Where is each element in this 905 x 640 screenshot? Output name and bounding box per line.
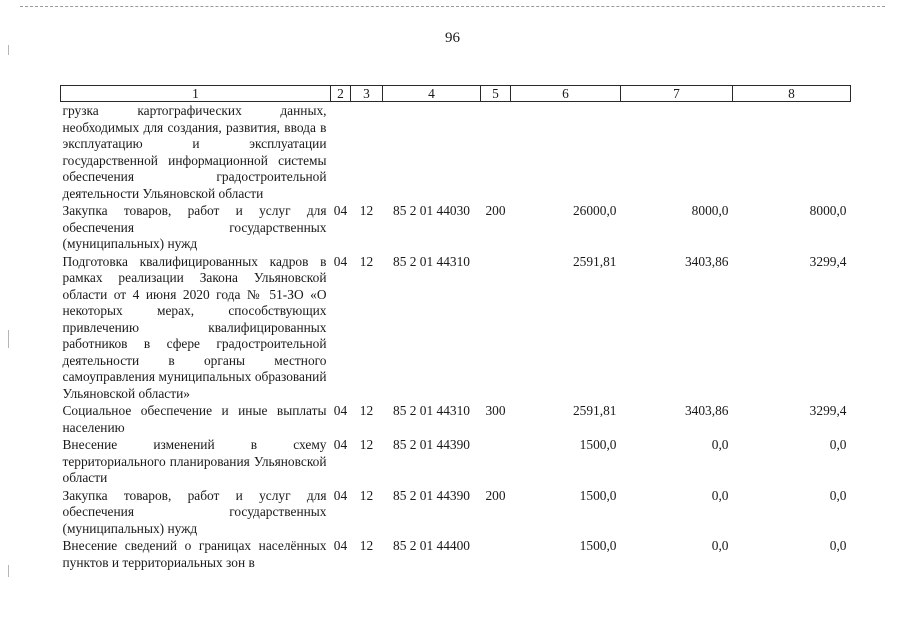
table-row: [61, 537, 851, 571]
row-amount-col8: [733, 102, 851, 203]
row-amount-col7: 8000,0: [691, 203, 729, 218]
row-amount-col7: [621, 102, 733, 203]
table-row: [61, 202, 851, 253]
row-amount-col6: 26000,0: [572, 203, 617, 218]
row-amount-col6: 1500,0: [579, 538, 617, 553]
row-amount-col7: 3403,86: [684, 253, 729, 269]
row-expense-type: [481, 537, 511, 571]
row-amount-col8: 0,0: [829, 538, 847, 553]
row-amount-col6: [511, 102, 621, 203]
row-amount-col6: 1500,0: [579, 487, 617, 503]
row-expense-type: [481, 436, 511, 487]
row-subsection: 12: [359, 538, 374, 553]
row-amount-col8: 0,0: [829, 437, 847, 452]
row-section: [331, 102, 351, 203]
table-header-row: [61, 86, 851, 102]
row-name: Закупка товаров, работ и услуг для обеспечения государственных (муниципальных) нужд: [62, 203, 327, 251]
column-header: 8: [733, 86, 851, 102]
row-name: Социальное обеспечение и иные выплаты населению: [62, 403, 327, 435]
row-target-article: 85 2 01 44310: [393, 253, 470, 269]
column-header: 6: [511, 86, 621, 102]
row-section: 04: [333, 253, 348, 269]
budget-table: [60, 85, 851, 571]
row-amount-col8: 3299,4: [809, 253, 847, 269]
row-name: Закупка товаров, работ и услуг для обеспечения государственных (муниципальных) нужд: [62, 487, 327, 536]
row-target-article: 85 2 01 44400: [393, 538, 470, 553]
row-expense-type: 200: [485, 487, 506, 503]
row-section: 04: [333, 487, 348, 503]
row-amount-col8: 3299,4: [809, 403, 847, 418]
row-subsection: 12: [359, 487, 374, 503]
row-subsection: 12: [359, 253, 374, 269]
row-subsection: [351, 102, 383, 203]
row-expense-type: [481, 253, 511, 403]
row-target-article: 85 2 01 44030: [393, 203, 470, 218]
scan-artifact-left: [8, 330, 9, 348]
row-name: Внесение изменений в схему территориального планирования Ульяновской области: [62, 437, 327, 485]
table-row: [61, 253, 851, 403]
column-header: 7: [621, 86, 733, 102]
row-section: 04: [333, 538, 348, 553]
column-header: 5: [481, 86, 511, 102]
table-row: [61, 436, 851, 487]
row-amount-col8: 8000,0: [809, 203, 847, 218]
row-section: 04: [333, 403, 348, 418]
column-header: 2: [331, 86, 351, 102]
row-expense-type: 300: [485, 403, 506, 418]
table-row: [61, 402, 851, 436]
row-target-article: 85 2 01 44390: [393, 487, 470, 503]
column-header: 1: [61, 86, 331, 102]
column-header: 3: [351, 86, 383, 102]
row-expense-type: 200: [485, 203, 506, 218]
row-subsection: 12: [359, 203, 374, 218]
row-amount-col7: 3403,86: [684, 403, 729, 418]
row-target-article: 85 2 01 44310: [393, 403, 470, 418]
scan-artifact-left-lower: [8, 565, 9, 577]
row-expense-type: [481, 102, 511, 203]
row-section: 04: [333, 203, 348, 218]
table-row: [61, 487, 851, 538]
scan-top-edge: [20, 6, 885, 7]
page-number: 96: [445, 30, 460, 46]
table-row: [61, 102, 851, 203]
row-target-article: 85 2 01 44390: [393, 437, 470, 452]
row-subsection: 12: [359, 403, 374, 418]
column-header: 4: [383, 86, 481, 102]
row-amount-col6: 1500,0: [579, 437, 617, 452]
row-name: Подготовка квалифицированных кадров в рамках реализации Закона Ульяновской области от 4 июня 2020 года № 51-ЗО «О некоторых мерах, способствующих привлечению квалифицированных работников в сфере градостроительной деятельности в органы местного самоуправления муниципальных образований Ульяновской области»: [62, 253, 327, 401]
row-amount-col6: 2591,81: [572, 253, 617, 269]
row-name: грузка картографических данных, необходимых для создания, развития, ввода в эксплуатацию и эксплуатации государственной информационной системы обеспечения градостроительной деятельности Ульяновской области: [62, 103, 327, 201]
row-amount-col7: 0,0: [711, 538, 729, 553]
row-amount-col7: 0,0: [711, 487, 729, 503]
row-target-article: [383, 102, 481, 203]
row-amount-col7: 0,0: [711, 437, 729, 452]
row-amount-col6: 2591,81: [572, 403, 617, 418]
row-amount-col8: 0,0: [829, 487, 847, 503]
row-subsection: 12: [359, 437, 374, 452]
row-section: 04: [333, 437, 348, 452]
row-name: Внесение сведений о границах населённых пунктов и территориальных зон в: [62, 538, 327, 570]
